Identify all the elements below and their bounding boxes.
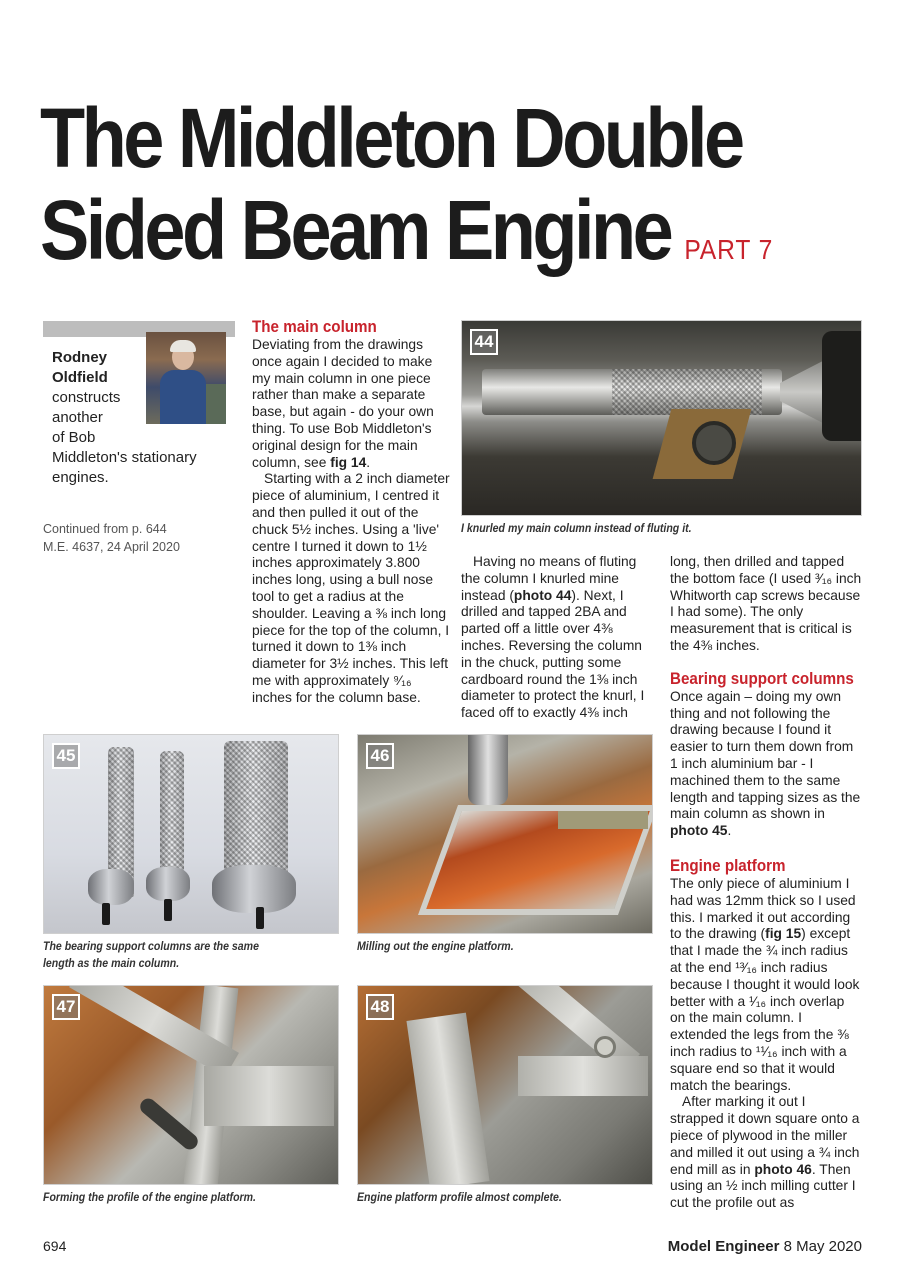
photo-46-number: 46 <box>366 743 394 769</box>
magazine-footer <box>668 1238 862 1255</box>
photo-45-caption: The bearing support columns are the same length as the main column. <box>43 939 259 970</box>
title-line-2 <box>40 184 779 296</box>
photo-45-number: 45 <box>52 743 80 769</box>
photo-48-caption: Engine platform profile almost complete. <box>357 1190 562 1204</box>
issue-date: 8 May 2020 <box>783 1238 862 1255</box>
continued-line-1: Continued from p. 644 <box>43 522 167 536</box>
continued-note <box>43 520 223 556</box>
author-blurb-3: of Bob <box>52 429 96 446</box>
photo-45 <box>43 734 339 934</box>
article-title <box>40 92 779 296</box>
main-column-para-1: Deviating from the drawings once again I decided to make my main column in one piece rather than make a separate base, but again - do your own thing. To use Bob Middleton's original design for the main column, see fig 14. <box>252 337 434 470</box>
author-blurb-4: Middleton's stationary <box>52 449 197 466</box>
body-column-1 <box>252 317 452 707</box>
fig-15-ref: fig 15 <box>765 926 802 942</box>
heading-engine-platform: Engine platform <box>670 856 786 875</box>
heading-bearing-support: Bearing support columns <box>670 669 854 688</box>
author-name-1: Rodney <box>52 349 108 366</box>
author-blurb-5: engines. <box>52 469 109 486</box>
photo-44-ref: photo 44 <box>513 587 572 603</box>
heading-main-column: The main column <box>252 318 377 336</box>
column-3-para-1: long, then drilled and tapped the bottom face (I used ³⁄₁₆ inch Whitworth cap screws because I had some). The only measurement that is critical is the 4⅜ inches. <box>670 554 862 653</box>
photo-46 <box>357 734 653 934</box>
continued-line-2: M.E. 4637, 24 April 2020 <box>43 540 180 554</box>
author-blurb-2: another <box>52 409 103 426</box>
author-blurb-1: constructs <box>52 389 121 406</box>
part-label: PART 7 <box>684 234 774 265</box>
column-2-para: Having no means of fluting the column I knurled mine instead (photo 44). Next, I drilled and tapped 2BA and parted off a little over 4⅜ inches. Reversing the column in the chuck, putting some cardboard round the 1⅜ inch diameter to protect the knurl, I faced off to exactly 4⅜ inch <box>461 554 645 721</box>
engine-platform-para-1: The only piece of aluminium I had was 12mm thick so I used this. I marked it out according to the drawing (fig 15) except that I made the ¾ inch radius at the end ¹³⁄₁₆ inch radius because I thought it would look better with a ¹⁄₁₆ inch overlap on the main column. I extended the legs from the ⅜ inch radius to ¹¹⁄₁₆ inch with a square end so that it would match the bearings. <box>670 875 860 1093</box>
author-blurb <box>52 348 212 488</box>
body-column-3 <box>670 554 862 1212</box>
photo-46-ref: photo 46 <box>754 1161 812 1177</box>
photo-46-caption: Milling out the engine platform. <box>357 939 514 953</box>
photo-48 <box>357 985 653 1185</box>
photo-47 <box>43 985 339 1185</box>
photo-45-ref: photo 45 <box>670 823 728 839</box>
photo-47-caption: Forming the profile of the engine platform. <box>43 1190 256 1204</box>
photo-48-number: 48 <box>366 994 394 1020</box>
photo-44-number: 44 <box>470 329 498 355</box>
main-column-para-2: Starting with a 2 inch diameter piece of aluminium, I centred it and then pulled it out of the chuck 5½ inches. Using a 'live' centre I turned it down to 1½ inches approximately 3.800 inches long, using a bull nose tool to get a radius at the shoulder. Leaving a ⅜ inch long piece for the top of the column, I turned it down to 1⅜ inch diameter for 3½ inches. This left me with approximately ⁹⁄₁₆ inches for the column base. <box>252 471 450 705</box>
photo-44-caption: I knurled my main column instead of fluting it. <box>461 521 692 535</box>
title-line-1: The Middleton Double <box>40 91 742 185</box>
author-name-2: Oldfield <box>52 369 108 386</box>
magazine-name: Model Engineer <box>667 1238 780 1255</box>
photo-47-number: 47 <box>52 994 80 1020</box>
engine-platform-para-2: After marking it out I strapped it down square onto a piece of plywood in the miller and milled it out using a ¾ inch end mill as in photo 46. Then using an ½ inch milling cutter I cut the profile out as <box>670 1094 860 1211</box>
bearing-support-para: Once again – doing my own thing and not following the drawing because I found it easier to turn them down from 1 inch aluminium bar - I machined them to the same length and tapping sizes as the main column as shown in photo 45. <box>670 688 861 839</box>
body-column-2 <box>461 554 656 722</box>
fig-14-ref: fig 14 <box>330 454 367 470</box>
title-line-2-text: Sided Beam Engine <box>40 183 671 277</box>
photo-44 <box>461 320 862 516</box>
page-number: 694 <box>43 1238 67 1254</box>
